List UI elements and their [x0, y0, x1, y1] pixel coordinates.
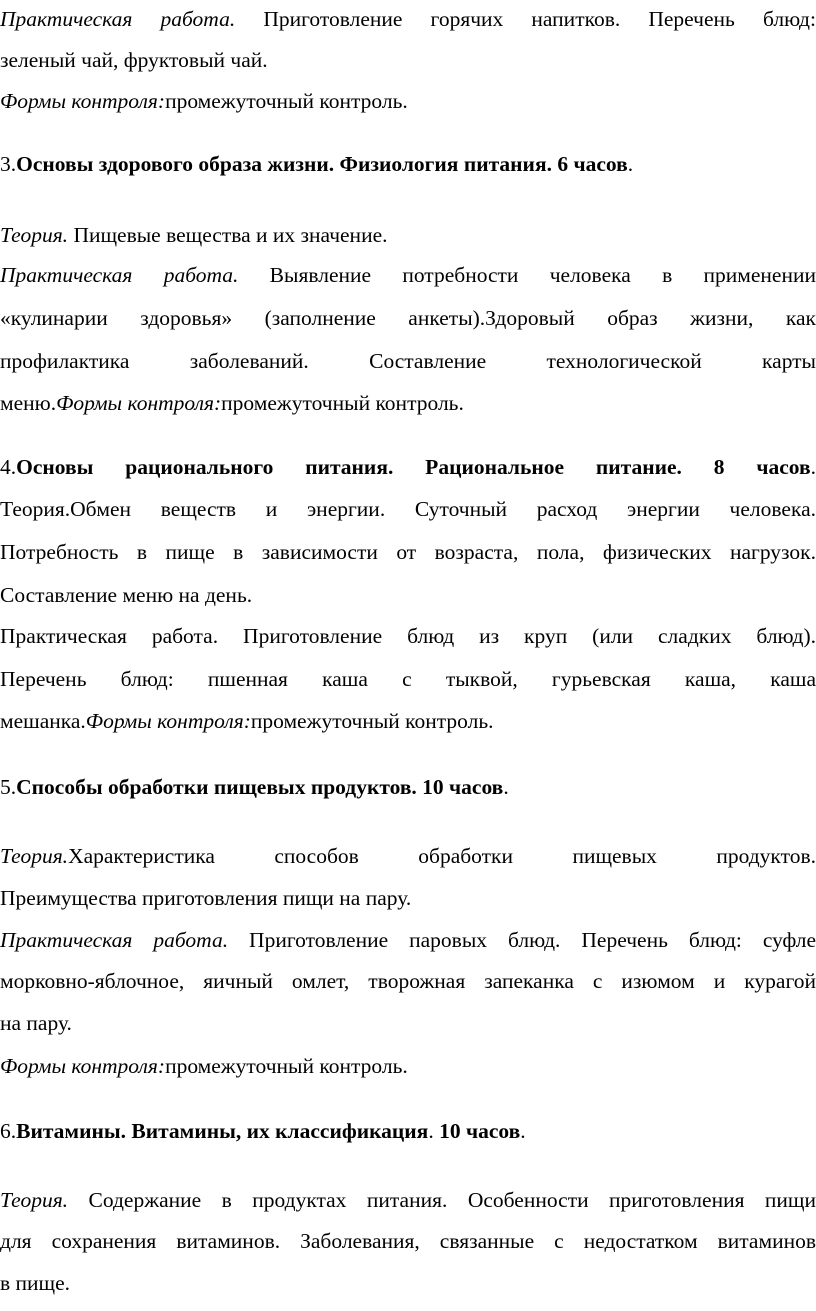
theory-text-cont: в пище. [0, 1271, 71, 1295]
control-text: промежуточный контроль. [221, 391, 464, 415]
control-line [0, 86, 816, 116]
control-label: Формы контроля: [85, 709, 251, 733]
section-heading: 3.Основы здорового образа жизни. Физиология питания. 6 часов. [0, 152, 634, 176]
section-number: 4. [0, 455, 17, 479]
practice-control-line: мешанка.Формы контроля:промежуточный контроль. [0, 709, 494, 733]
practice-text: Выявление потребности человека в применении [238, 263, 816, 287]
practice-line: Практическая работа. Приготовление блюд из круп (или сладких блюд). [0, 624, 816, 648]
theory-line: Потребность в пище в зависимости от возраста, пола, физических нагрузок. [0, 540, 816, 564]
theory-label: Теория. [0, 844, 69, 868]
theory-text-cont: Преимущества приготовления пищи на пару. [0, 886, 412, 910]
control-text: промежуточный контроль. [165, 1054, 408, 1078]
practice-label: Практическая работа. [0, 263, 239, 287]
practice-label: Практическая работа. [0, 7, 236, 31]
practice-line: Перечень блюд: пшенная каша с тыквой, гурьевская каша, каша [0, 667, 816, 691]
theory-text: Содержание в продуктах питания. Особенности приготовления пищи [68, 1188, 816, 1212]
practice-text-cont: зеленый чай, фруктовый чай. [0, 48, 268, 72]
practice-text-cont: на пару. [0, 1011, 72, 1035]
theory-label: Теория. [0, 223, 69, 247]
control-label: Формы контроля: [56, 391, 222, 415]
practice-line [0, 4, 816, 34]
practice-text: Приготовление горячих напитков. Перечень блюд: [235, 7, 816, 31]
theory-text: Пищевые вещества и их значение. [68, 223, 388, 247]
theory-text: Характеристика способов обработки пищевых продуктов. [68, 844, 816, 868]
practice-text-cont: «кулинарии здоровья» (заполнение анкеты).Здоровый образ жизни, как [0, 306, 816, 330]
section-title: Основы здорового образа жизни. Физиология питания. 6 часов [16, 152, 628, 176]
theory-text-cont: для сохранения витаминов. Заболевания, связанные с недостатком витаминов [0, 1229, 816, 1253]
theory-line [0, 220, 816, 250]
section-heading: 5.Способы обработки пищевых продуктов. 10 часов. [0, 775, 509, 799]
practice-line [0, 925, 816, 955]
section-heading: 6.Витамины. Витамины, их классификация. 10 часов. [0, 1119, 526, 1143]
section-number: 3. [0, 152, 17, 176]
theory-line: Составление меню на день. [0, 583, 253, 607]
control-text: промежуточный контроль. [250, 709, 494, 733]
theory-label: Теория. [0, 1188, 69, 1212]
theory-line [0, 1185, 816, 1215]
control-line [0, 1051, 816, 1081]
section-number: 6. [0, 1119, 17, 1143]
section-hours: 10 часов [439, 1119, 521, 1143]
theory-line [0, 841, 816, 871]
theory-line: Теория.Обмен веществ и энергии. Суточный расход энергии человека. [0, 497, 816, 521]
section-title: Способы обработки пищевых продуктов. 10 часов [16, 775, 504, 799]
control-label: Формы контроля: [0, 1054, 166, 1078]
section-title: Основы рационального питания. Рациональное питание. 8 часов [16, 455, 811, 479]
practice-line [0, 260, 816, 290]
practice-text-cont: профилактика заболеваний. Составление технологической карты [0, 349, 816, 373]
practice-text: Приготовление паровых блюд. Перечень блюд: суфле [228, 928, 816, 952]
practice-text-cont: морковно-яблочное, яичный омлет, творожная запеканка с изюмом и курагой [0, 969, 816, 993]
section-number: 5. [0, 775, 17, 799]
practice-label: Практическая работа. [0, 928, 229, 952]
practice-control-line: меню.Формы контроля:промежуточный контроль. [0, 391, 464, 415]
section-heading: 4.Основы рационального питания. Рациональное питание. 8 часов. [0, 455, 816, 479]
control-label: Формы контроля: [0, 89, 166, 113]
section-title: Витамины. Витамины, их классификация [16, 1119, 429, 1143]
control-text: промежуточный контроль. [165, 89, 408, 113]
